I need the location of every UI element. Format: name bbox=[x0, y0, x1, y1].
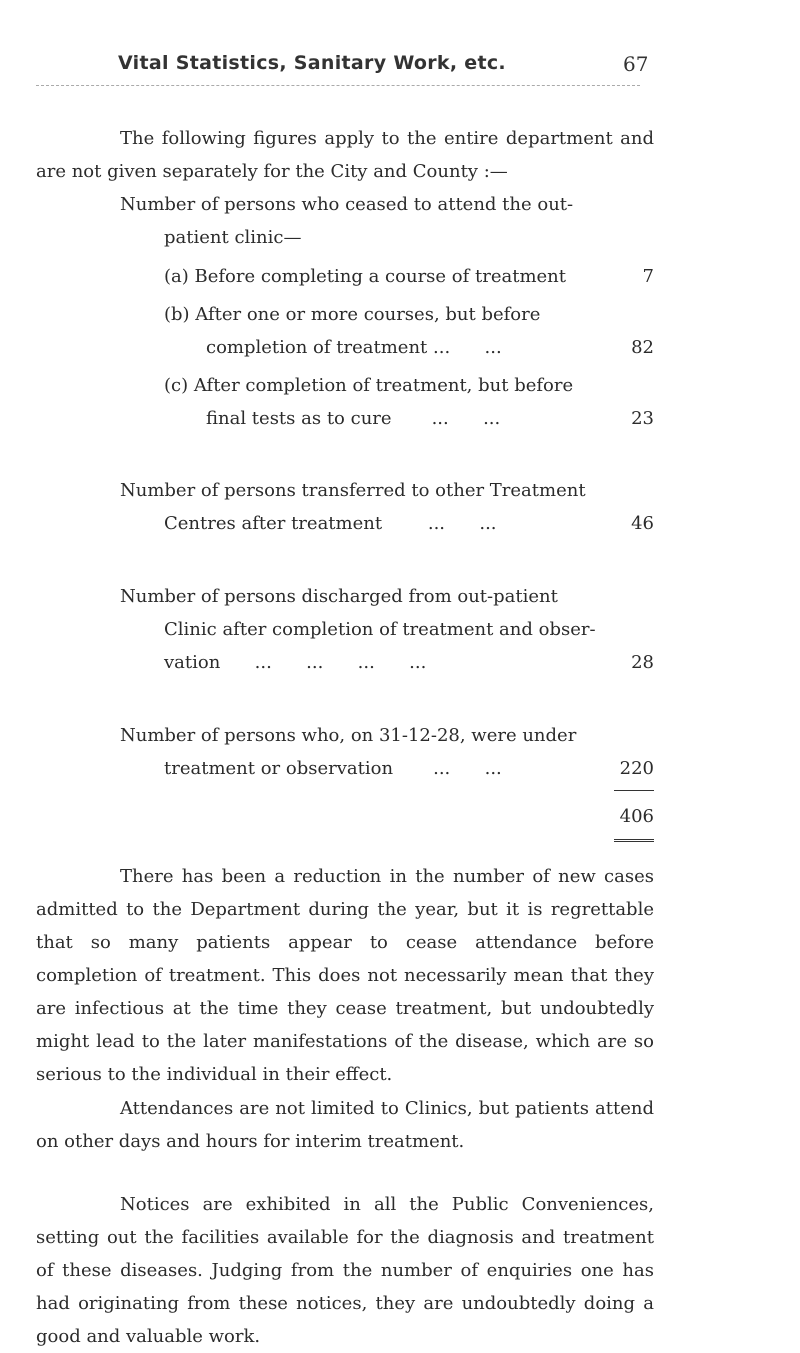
running-title: Vital Statistics, Sanitary Work, etc. bbox=[118, 52, 506, 74]
under-treatment-label-2: treatment or observation ... ... bbox=[164, 758, 502, 779]
under-treatment-value: 220 bbox=[619, 758, 654, 779]
ceased-item-c-label-2: final tests as to cure ... ... bbox=[206, 408, 501, 429]
ceased-item-c-value: 23 bbox=[631, 408, 654, 429]
discharged-label-3: vation ... ... ... ... bbox=[164, 652, 427, 673]
total-rule bbox=[614, 790, 654, 791]
under-treatment-label: Number of persons who, on 31-12-28, were under bbox=[120, 725, 577, 746]
ceased-item-a-value: 7 bbox=[642, 266, 654, 287]
discharged-value: 28 bbox=[631, 652, 654, 673]
total-double-rule bbox=[614, 839, 654, 844]
ceased-item-b-value: 82 bbox=[631, 337, 654, 358]
ceased-item-a-label: (a) Before completing a course of treatment bbox=[164, 266, 567, 287]
ceased-item-b-label-2: completion of treatment ... ... bbox=[206, 337, 502, 358]
ceased-heading-line2: patient clinic— bbox=[164, 227, 302, 248]
transferred-label: Number of persons transferred to other Treatment bbox=[120, 480, 586, 501]
total-value: 406 bbox=[619, 806, 654, 827]
page-header bbox=[0, 52, 800, 92]
reduction-paragraph: There has been a reduction in the number of new cases admitted to the Department during the year, but it is regrettable that so many patients appear to cease attendance before completion of treatment. This does not necessarily mean that they are infectious at the time they cease treatment, but undoubtedly might lead to the later manifestations of the disease, which are so serious to the individual in their effect. bbox=[36, 866, 654, 1085]
ceased-heading-line1: Number of persons who ceased to attend the out- bbox=[120, 194, 574, 215]
header-rule bbox=[36, 85, 640, 86]
ceased-item-b-label: (b) After one or more courses, but before bbox=[164, 304, 541, 325]
ceased-item-c-label: (c) After completion of treatment, but before bbox=[164, 375, 574, 396]
attendances-paragraph: Attendances are not limited to Clinics, but patients attend on other days and hours for interim treatment. bbox=[36, 1098, 654, 1152]
intro-paragraph: The following figures apply to the entire department and are not given separately for the City and County :— bbox=[36, 128, 654, 182]
notices-paragraph: Notices are exhibited in all the Public Conveniences, setting out the facilities available for the diagnosis and treatment of these diseases. Judging from the number of enquiries one has had originating from these notices, they are undoubtedly doing a good and valuable work. bbox=[36, 1194, 654, 1347]
discharged-label-2: Clinic after completion of treatment and obser- bbox=[164, 619, 596, 640]
transferred-value: 46 bbox=[631, 513, 654, 534]
discharged-label: Number of persons discharged from out-patient bbox=[120, 586, 558, 607]
page-number: 67 bbox=[623, 52, 649, 76]
transferred-label-2: Centres after treatment ... ... bbox=[164, 513, 497, 534]
